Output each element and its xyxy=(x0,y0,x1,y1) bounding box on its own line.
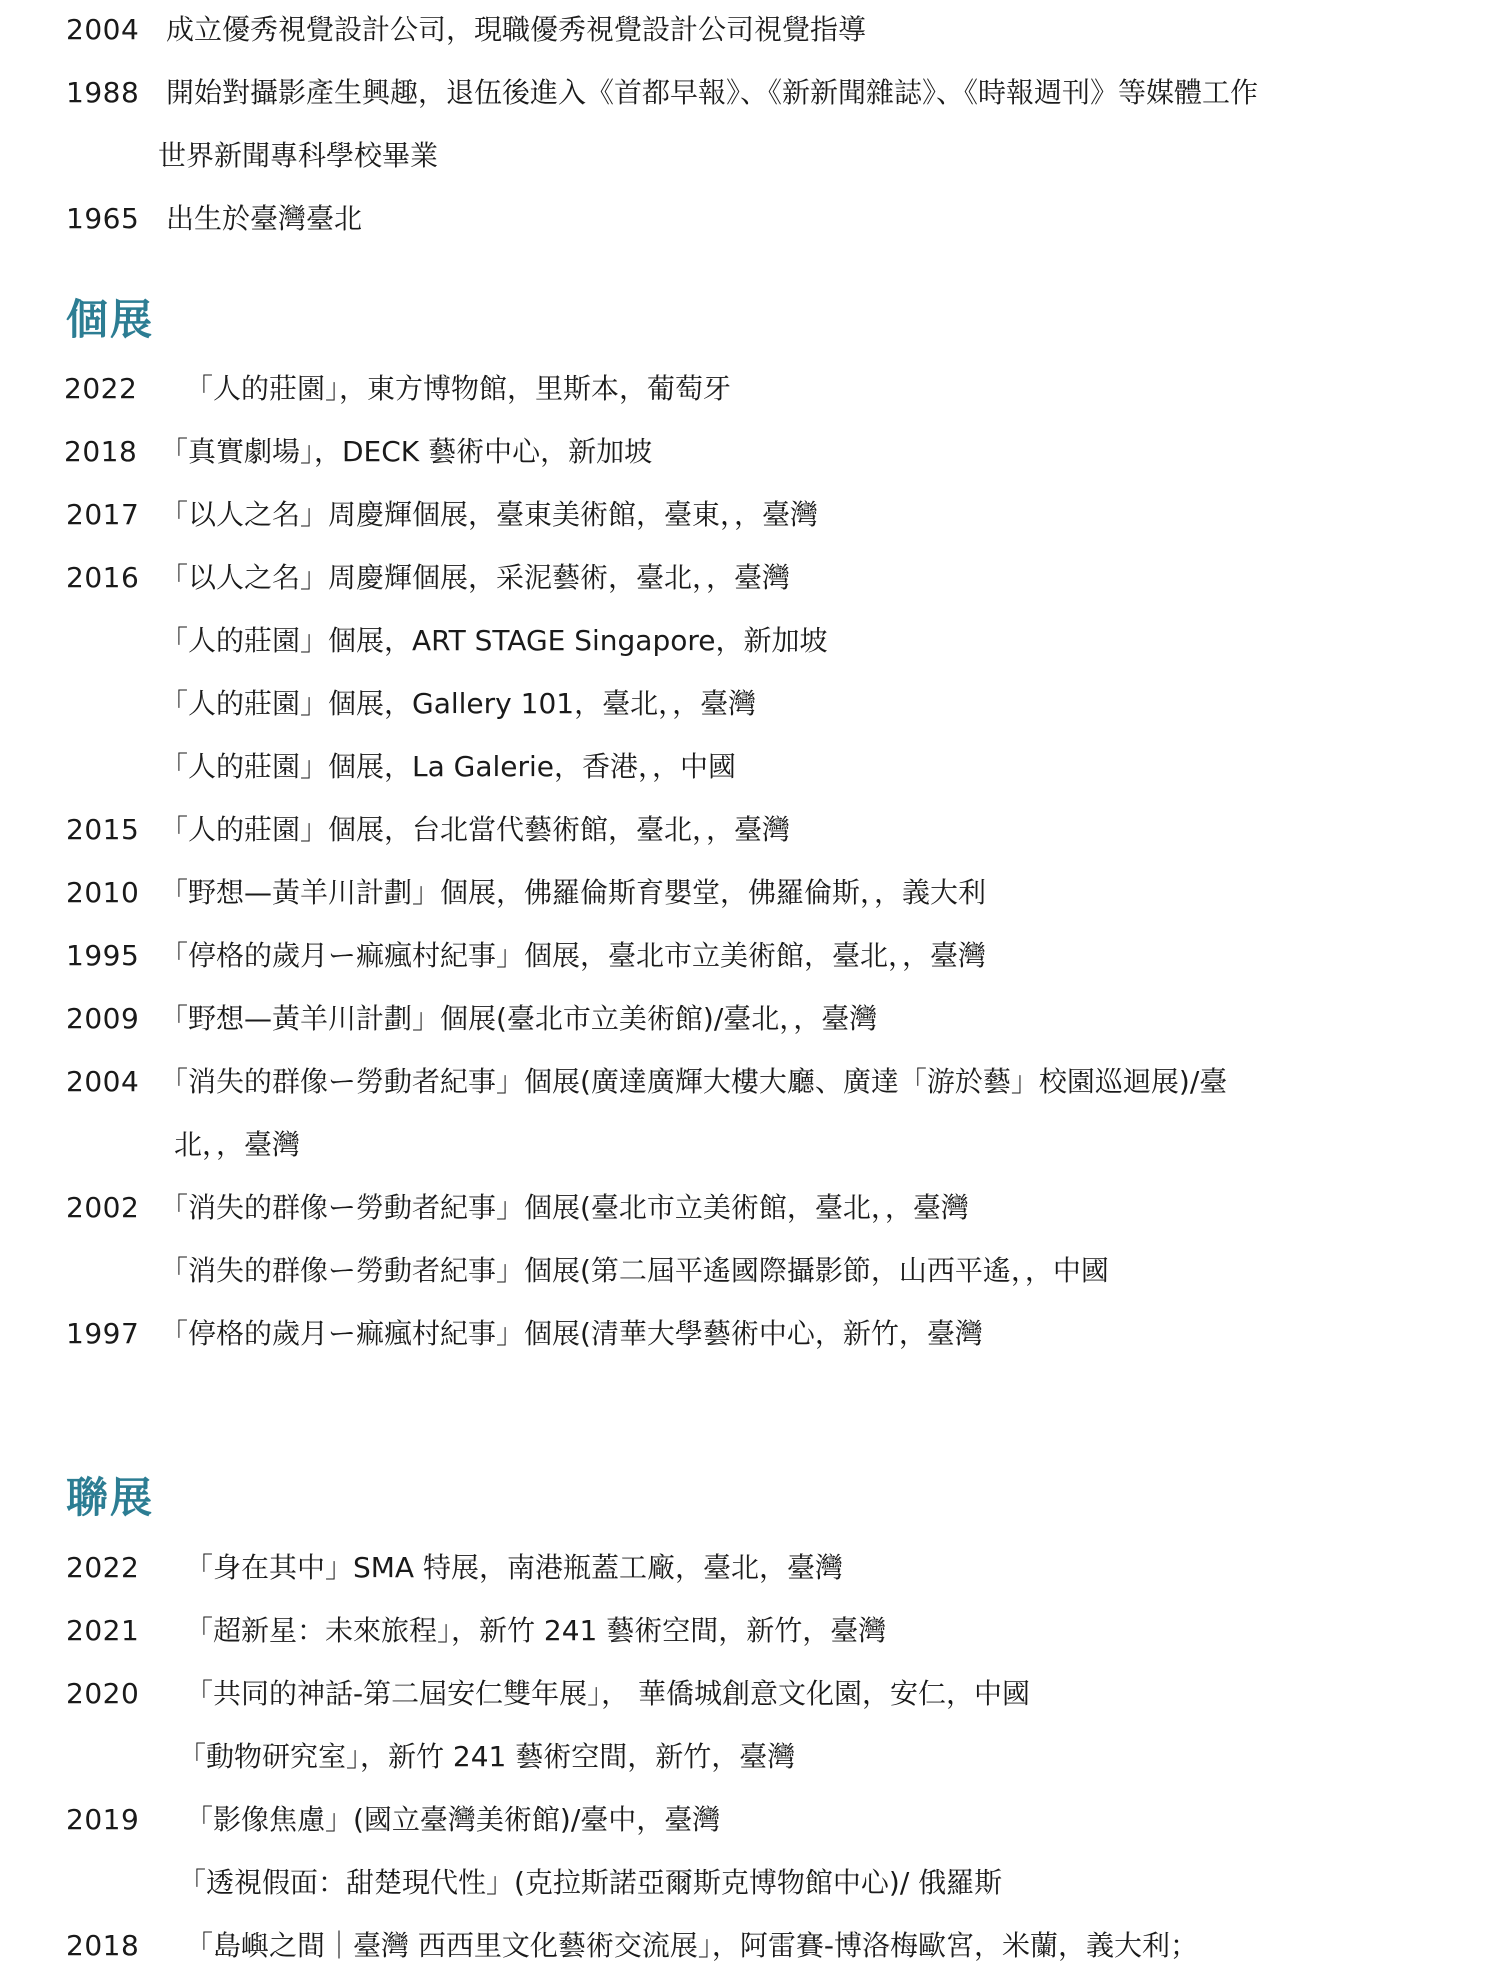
group-text: 「動物研究室」，新竹 241 藝術空間，新竹，臺灣 xyxy=(178,1740,796,1773)
solo-year: 1997 xyxy=(66,1317,140,1350)
solo-text: 「野想—黃羊川計劃」個展(臺北市立美術館)/臺北，，臺灣 xyxy=(160,1002,878,1035)
solo-year: 2022 xyxy=(64,372,138,405)
solo-text: 「消失的群像ー勞動者紀事」個展(第二屆平遙國際攝影節，山西平遙，，中國 xyxy=(160,1254,1109,1287)
bio-year: 1965 xyxy=(66,202,140,235)
bio-text: 成立優秀視覺設計公司，現職優秀視覺設計公司視覺指導 xyxy=(166,13,867,46)
solo-year: 2004 xyxy=(66,1065,140,1098)
bio-year: 1988 xyxy=(66,76,140,109)
group-year: 2020 xyxy=(66,1677,140,1710)
group-text: 「身在其中」SMA 特展，南港瓶蓋工廠，臺北，臺灣 xyxy=(185,1551,843,1584)
solo-text: 「消失的群像ー勞動者紀事」個展(廣達廣輝大樓大廳、廣達「游於藝」校園巡迴展)/臺 xyxy=(160,1065,1228,1098)
solo-year: 2009 xyxy=(66,1002,140,1035)
solo-exhibitions-heading: 個展 xyxy=(66,295,155,344)
solo-text: 「人的莊園」，東方博物館，里斯本，葡萄牙 xyxy=(185,372,732,405)
bio-text: 出生於臺灣臺北 xyxy=(166,202,363,235)
bio-year: 2004 xyxy=(66,13,140,46)
group-text: 「超新星：未來旅程」，新竹 241 藝術空間，新竹，臺灣 xyxy=(185,1614,887,1647)
group-year: 2022 xyxy=(66,1551,140,1584)
group-text: 「影像焦慮」(國立臺灣美術館)/臺中，臺灣 xyxy=(185,1803,721,1836)
solo-text: 「野想—黃羊川計劃」個展，佛羅倫斯育嬰堂，佛羅倫斯，，義大利 xyxy=(160,876,987,909)
solo-year: 2010 xyxy=(66,876,140,909)
solo-text: 「人的莊園」個展，Gallery 101，臺北，，臺灣 xyxy=(160,687,757,720)
group-text: 「島嶼之間｜臺灣 西西里文化藝術交流展」，阿雷賽-博洛梅歐宮，米蘭，義大利； xyxy=(185,1929,1199,1962)
solo-year: 2018 xyxy=(64,435,138,468)
solo-text: 「以人之名」周慶輝個展，臺東美術館，臺東，，臺灣 xyxy=(160,498,819,531)
solo-text: 「真實劇場」，DECK 藝術中心，新加坡 xyxy=(160,435,653,468)
group-text: 「透視假面：甜楚現代性」(克拉斯諾亞爾斯克博物館中心)/ 俄羅斯 xyxy=(178,1866,1003,1899)
solo-year: 2002 xyxy=(66,1191,140,1224)
solo-year: 1995 xyxy=(66,939,140,972)
solo-text: 「以人之名」周慶輝個展，采泥藝術，臺北，，臺灣 xyxy=(160,561,791,594)
bio-text: 開始對攝影產生興趣，退伍後進入《首都早報》、《新新聞雜誌》、《時報週刊》等媒體工作 xyxy=(166,76,1259,109)
solo-year: 2017 xyxy=(66,498,140,531)
bio-text: 世界新聞專科學校畢業 xyxy=(158,139,439,172)
solo-year: 2015 xyxy=(66,813,140,846)
solo-year: 2016 xyxy=(66,561,140,594)
solo-text: 「人的莊園」個展，ART STAGE Singapore，新加坡 xyxy=(160,624,828,657)
group-exhibitions-heading: 聯展 xyxy=(66,1473,155,1522)
solo-text: 北，，臺灣 xyxy=(174,1128,301,1161)
group-year: 2021 xyxy=(66,1614,140,1647)
group-year: 2019 xyxy=(66,1803,140,1836)
solo-text: 「停格的歲月ー痲瘋村紀事」個展，臺北市立美術館，臺北，，臺灣 xyxy=(160,939,987,972)
group-text: 「共同的神話-第二屆安仁雙年展」， 華僑城創意文化園，安仁，中國 xyxy=(185,1677,1031,1710)
solo-text: 「消失的群像ー勞動者紀事」個展(臺北市立美術館，臺北，，臺灣 xyxy=(160,1191,969,1224)
solo-text: 「人的莊園」個展，台北當代藝術館，臺北，，臺灣 xyxy=(160,813,791,846)
solo-text: 「人的莊園」個展，La Galerie，香港，，中國 xyxy=(160,750,737,783)
group-year: 2018 xyxy=(66,1929,140,1962)
solo-text: 「停格的歲月ー痲瘋村紀事」個展(清華大學藝術中心，新竹，臺灣 xyxy=(160,1317,983,1350)
